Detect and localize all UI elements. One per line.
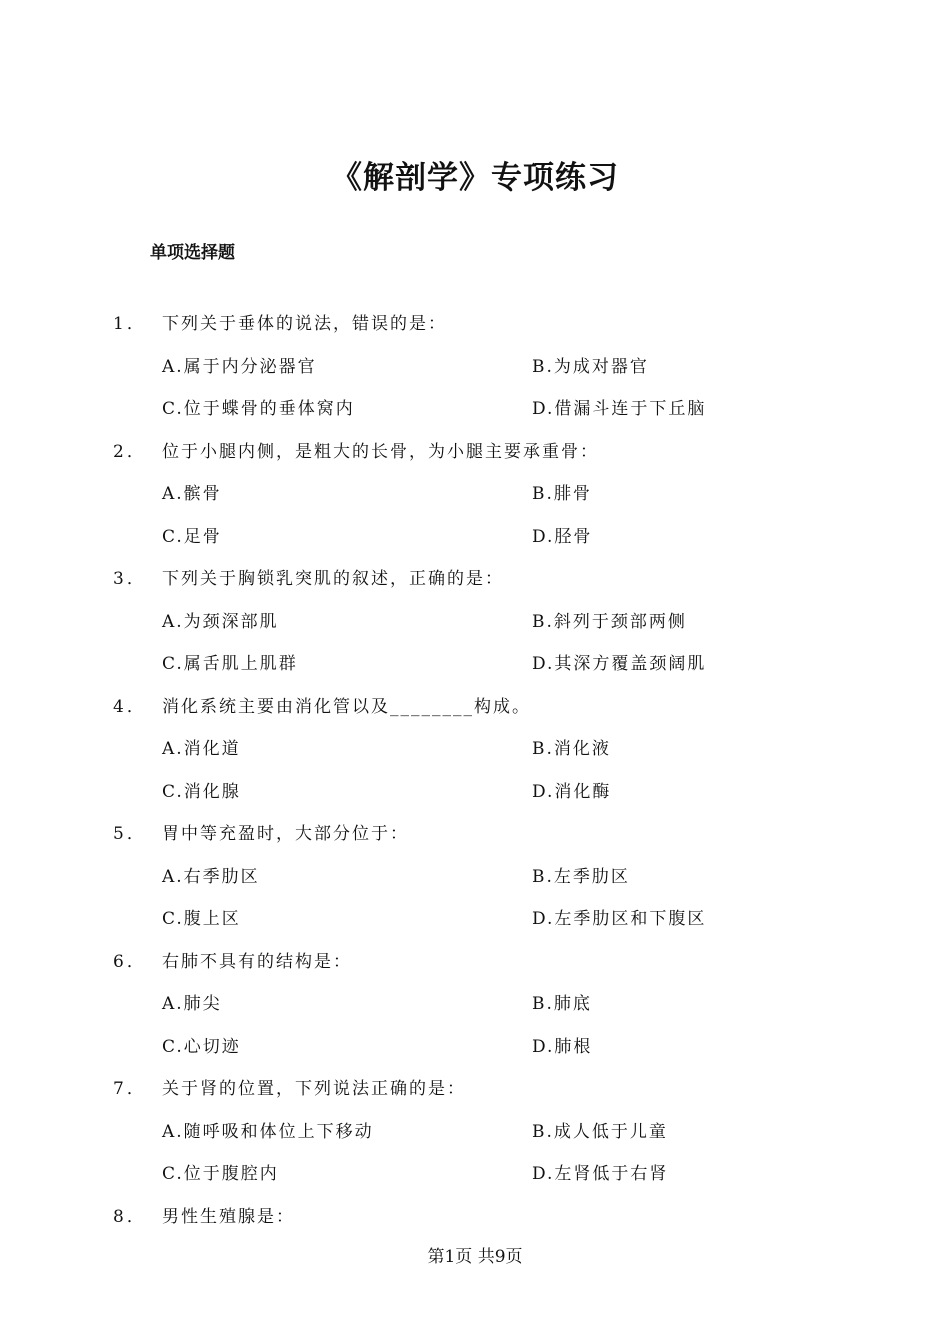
option-d: D.左肾低于右肾 xyxy=(532,1164,669,1184)
question-number: 6． xyxy=(113,951,147,972)
option-b: B.斜列于颈部两侧 xyxy=(532,611,687,632)
section-heading: 单项选择题 xyxy=(150,243,235,263)
option-d: D.借漏斗连于下丘脑 xyxy=(532,399,707,419)
question-5 xyxy=(0,816,950,944)
question-number: 1． xyxy=(113,314,147,334)
option-b: B.腓骨 xyxy=(532,484,592,504)
page-footer: 第1页 共9页 xyxy=(427,1247,523,1267)
question-8 xyxy=(0,1199,950,1239)
option-a: A.为颈深部肌 xyxy=(162,611,279,632)
option-b: B.成人低于儿童 xyxy=(532,1121,668,1142)
document-title: 《解剖学》专项练习 xyxy=(331,160,619,196)
question-number: 5． xyxy=(113,824,147,844)
option-a: A.髌骨 xyxy=(162,484,222,504)
option-c: C.位于腹腔内 xyxy=(162,1164,279,1184)
option-d: D.其深方覆盖颈阔肌 xyxy=(532,654,707,674)
option-a: A.消化道 xyxy=(162,739,241,759)
question-4 xyxy=(0,689,950,817)
question-text: 下列关于胸锁乳突肌的叙述，正确的是： xyxy=(162,569,504,589)
question-number: 4． xyxy=(113,696,147,717)
question-text: 男性生殖腺是： xyxy=(162,1206,295,1227)
option-c: C.位于蝶骨的垂体窝内 xyxy=(162,399,355,419)
question-text: 胃中等充盈时，大部分位于： xyxy=(162,824,409,844)
question-7 xyxy=(0,1071,950,1199)
option-c: C.属舌肌上肌群 xyxy=(162,654,298,674)
option-a: A.右季肋区 xyxy=(162,866,260,887)
question-number: 8． xyxy=(113,1206,147,1227)
option-b: B.肺底 xyxy=(532,994,592,1014)
question-text: 位于小腿内侧，是粗大的长骨，为小腿主要承重骨： xyxy=(162,441,599,462)
question-text: 右肺不具有的结构是： xyxy=(162,951,352,972)
option-c: C.心切迹 xyxy=(162,1036,241,1057)
question-number: 7． xyxy=(113,1079,147,1099)
option-c: C.消化腺 xyxy=(162,781,241,802)
option-a: A.随呼吸和体位上下移动 xyxy=(162,1121,374,1142)
option-b: B.消化液 xyxy=(532,739,611,759)
question-6 xyxy=(0,944,950,1072)
question-2 xyxy=(0,434,950,562)
option-b: B.为成对器官 xyxy=(532,356,649,377)
option-a: A.肺尖 xyxy=(162,994,222,1014)
question-number: 3． xyxy=(113,569,147,589)
question-list xyxy=(0,306,950,1239)
option-c: C.腹上区 xyxy=(162,909,241,929)
option-d: D.肺根 xyxy=(532,1036,593,1057)
option-b: B.左季肋区 xyxy=(532,866,630,887)
option-d: D.消化酶 xyxy=(532,781,612,802)
option-d: D.左季肋区和下腹区 xyxy=(532,909,707,929)
question-3 xyxy=(0,561,950,689)
question-text: 下列关于垂体的说法，错误的是： xyxy=(162,314,447,334)
option-a: A.属于内分泌器官 xyxy=(162,356,317,377)
question-1 xyxy=(0,306,950,434)
question-text: 关于肾的位置，下列说法正确的是： xyxy=(162,1079,466,1099)
question-text: 消化系统主要由消化管以及________构成。 xyxy=(162,696,531,717)
option-d: D.胫骨 xyxy=(532,526,593,547)
question-number: 2． xyxy=(113,441,147,462)
option-c: C.足骨 xyxy=(162,526,222,547)
